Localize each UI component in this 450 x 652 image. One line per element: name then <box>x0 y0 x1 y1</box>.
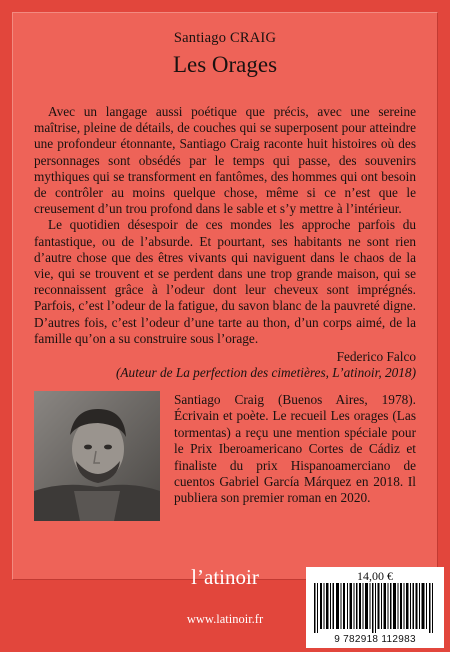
blurb-paragraph-1: Avec un langage aussi poétique que précis, avec une sereine maîtrise, pleine de détails, de couches qui se superposent pour atteindre une profondeur étonnante, Santiago Craig raconte huit histoires où des personnages sont obsédés par le temps qui passe, des souvenirs mythiques qui se transforment en fantômes, des hommes qui ont besoin de contrôler au moins quelque chose, même si ce n’est que le creusement d’un trou profond dans le sable et s’y mettre à l’intérieur. <box>34 104 416 217</box>
isbn-number: 9 782918 112983 <box>334 634 416 645</box>
author-portrait-image <box>34 391 160 521</box>
barcode-box <box>306 567 444 648</box>
book-title: Les Orages <box>172 52 278 77</box>
blurb-text <box>34 104 416 347</box>
author-name: Santiago CRAIG <box>173 30 277 46</box>
blurb-paragraph-2: Le quotidien désespoir de ces mondes les approche parfois du fantastique, ou de l’absurde. Et pourtant, ses habitants ne sont rien d’autre chose que des êtres vivants qui naviguent dans le chaos de la vie, qui se trouvent et se perdent dans une trop grande maison, qui se reconnaissent grâce à l’odeur dont leur cheveux sont imprégnés. Parfois, c’est l’odeur de la fatigue, du savon blanc de la pauvreté digne. D’autres fois, c’est l’odeur d’une tarte au thon, d’un corps aimé, de la famille qu’on a su construire sous l’orage. <box>34 217 416 346</box>
publisher-website: www.latinoir.fr <box>186 612 264 626</box>
isbn-barcode <box>312 583 438 633</box>
author-biography: Santiago Craig (Buenos Aires, 1978). Écrivain et poète. Le recueil Les orages (Las tormentas) a reçu une mention spéciale pour le Prix Iberoamericano Cortes de Cádiz et finaliste du prix Hispanoamerciano de cuentos Gabriel García Márquez en 2018. Il publiera son premier roman en 2020. <box>174 392 416 506</box>
publisher-logo: l’atinoir <box>191 565 259 589</box>
price-label: 14,00 € <box>306 567 444 584</box>
author-photo <box>34 391 160 521</box>
signature-name: Federico Falco <box>336 349 416 364</box>
signature-citation: (Auteur de La perfection des cimetières, L’atinoir, 2018) <box>116 365 416 380</box>
